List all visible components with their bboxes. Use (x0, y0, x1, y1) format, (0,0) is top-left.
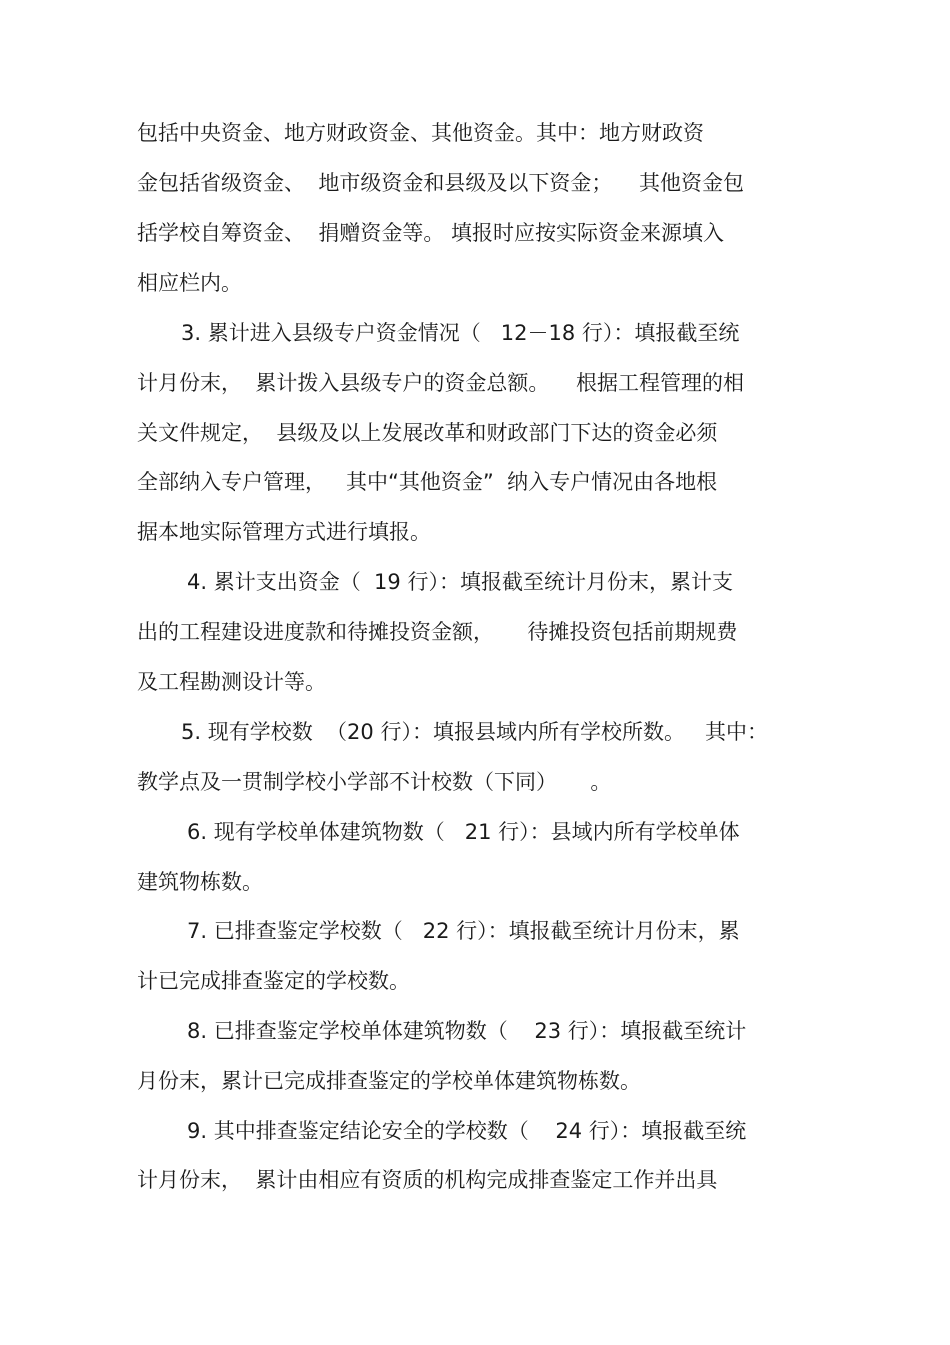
list-item-8: 8. 已排查鉴定学校单体建筑物数（ 23 行）：填报截至统计 (187, 1019, 747, 1043)
text-line: 相应栏内。 (137, 271, 242, 295)
list-item-3: 3. 累计进入县级专户资金情况（ 12－18 行）：填报截至统 (181, 321, 740, 345)
text-line: 据本地实际管理方式进行填报。 (137, 520, 431, 544)
text-line: 全部纳入专户管理， 其中“其他资金” 纳入专户情况由各地根 (137, 470, 718, 494)
text-line: 教学点及一贯制学校小学部不计校数（下同） 。 (137, 770, 612, 794)
list-item-6: 6. 现有学校单体建筑物数（ 21 行）：县域内所有学校单体 (187, 820, 740, 844)
text-line: 金包括省级资金、 地市级资金和县级及以下资金； 其他资金包 (137, 171, 745, 195)
text-line: 关文件规定， 县级及以上发展改革和财政部门下达的资金必须 (137, 421, 718, 445)
list-item-4: 4. 累计支出资金（ 19 行）：填报截至统计月份末，累计支 (187, 570, 733, 594)
text-line: 及工程勘测设计等。 (137, 670, 326, 694)
text-line: 计月份末， 累计拨入县级专户的资金总额。 根据工程管理的相 (137, 371, 745, 395)
text-line: 出的工程建设进度款和待摊投资金额， 待摊投资包括前期规费 (137, 620, 738, 644)
list-item-9: 9. 其中排查鉴定结论安全的学校数（ 24 行）：填报截至统 (187, 1119, 747, 1143)
text-line: 包括中央资金、地方财政资金、其他资金。其中：地方财政资 (137, 121, 704, 145)
text-line: 计月份末， 累计由相应有资质的机构完成排查鉴定工作并出具 (137, 1168, 718, 1192)
text-line: 计已完成排查鉴定的学校数。 (137, 969, 410, 993)
text-line: 建筑物栋数。 (137, 870, 263, 894)
list-item-7: 7. 已排查鉴定学校数（ 22 行）：填报截至统计月份末，累 (187, 919, 740, 943)
text-line: 月份末，累计已完成排查鉴定的学校单体建筑物栋数。 (137, 1069, 641, 1093)
list-item-5: 5. 现有学校数 （20 行）：填报县域内所有学校所数。 其中： (181, 720, 768, 744)
text-line: 括学校自筹资金、 捐赠资金等。 填报时应按实际资金来源填入 (137, 221, 725, 245)
